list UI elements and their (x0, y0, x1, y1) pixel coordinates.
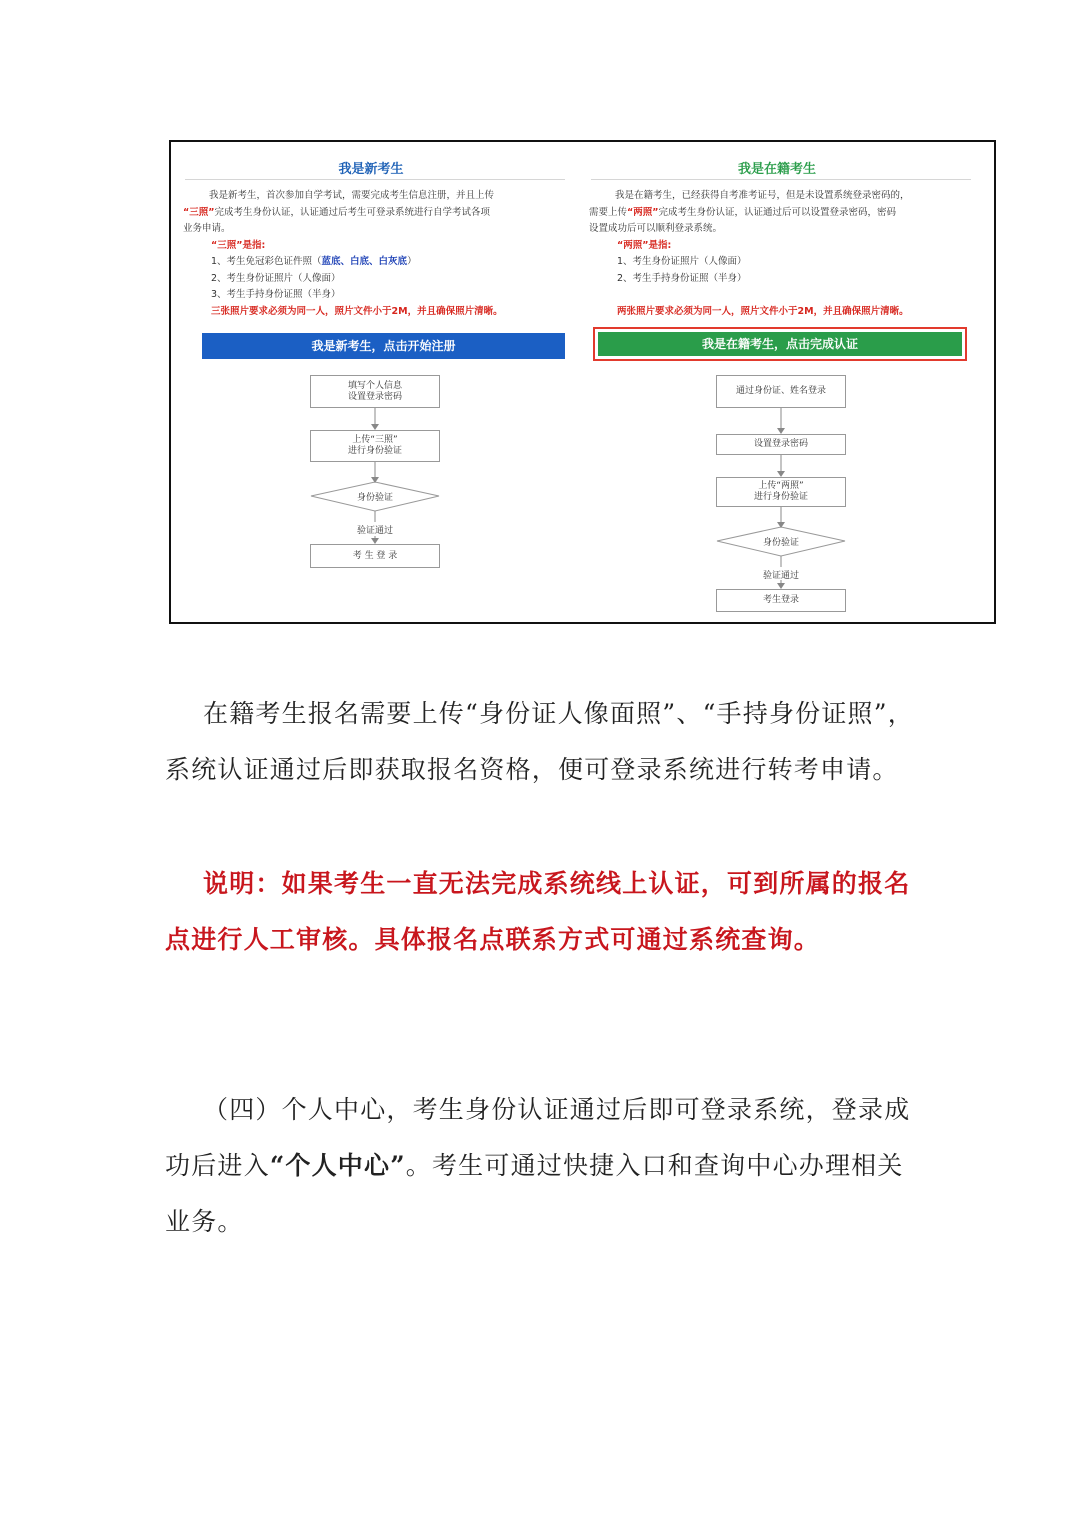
complete-authentication-button[interactable]: 我是在籍考生，点击完成认证 (598, 332, 962, 356)
note-text: 说明：如果考生一直无法完成系统线上认证，可到所属的报名点进行人工审核。具体报名点联系方式可通过系统查询。 (165, 869, 911, 954)
three-photos-definition-label: “三照”是指: (211, 239, 266, 251)
paragraph-text: 。考生可通过快捷入口和查询中心办理相关业务。 (165, 1151, 904, 1236)
enrolled-registration-paragraph (165, 686, 917, 798)
desc-text: 完成考生身份认证，认证通过后可以设置登录密码，密码 (658, 206, 897, 218)
enrolled-examinee-flowchart (587, 142, 987, 626)
desc-text: 业务申请。 (183, 223, 231, 234)
requirement-item: 2、考生手持身份证照（半身） (617, 272, 747, 284)
enrolled-examinee-panel (587, 142, 987, 622)
background-colors: 蓝底、白底、白灰底 (321, 256, 408, 267)
two-photos-definition-label: “两照”是指: (617, 239, 672, 251)
paragraph-text: （四）个人中心，考生身份认证通过后即可登录系统，登录成功后进入 (165, 1095, 911, 1180)
flow-step-upload-photos: 上传“三照” 进行身份验证 (310, 430, 440, 462)
flow-step-login: 考 生 登 录 (310, 544, 440, 568)
enrolled-examinee-title: 我是在籍考生 (737, 162, 816, 177)
requirement-text: 1、考生免冠彩色证件照（ (211, 256, 322, 267)
desc-text: 需要上传 (589, 206, 628, 218)
flow-pass-label: 验证通过 (762, 571, 799, 581)
start-registration-button[interactable]: 我是新考生，点击开始注册 (202, 333, 565, 359)
flow-step-id-login: 通过身份证、姓名登录 (716, 375, 846, 408)
requirement-text: ） (407, 256, 417, 267)
desc-text: 完成考生身份认证，认证通过后考生可登录系统进行自学考试各项 (214, 206, 491, 218)
three-photos-term: “三照” (183, 206, 215, 218)
personal-center-term: “个人中心” (269, 1151, 406, 1180)
two-photos-term: “两照” (627, 206, 659, 218)
flow-step-set-password: 设置登录密码 (716, 434, 846, 455)
requirement-item: 2、考生身份证照片（人像面） (211, 272, 341, 284)
requirement-item: 3、考生手持身份证照（半身） (211, 289, 341, 300)
personal-center-paragraph (165, 1082, 917, 1250)
flow-decision-verify: 身份验证 (762, 538, 799, 548)
flow-step-login: 考生登录 (716, 589, 846, 612)
note-paragraph (165, 856, 917, 968)
flow-step-upload-photos: 上传“两照” 进行身份验证 (716, 477, 846, 507)
requirement-item: 1、考生身份证照片（人像面） (617, 256, 747, 267)
flow-pass-label: 验证通过 (356, 526, 393, 536)
flow-step-fill-info: 填写个人信息 设置登录密码 (310, 375, 440, 408)
registration-guide-screenshot (169, 140, 996, 624)
new-examinee-title: 我是新考生 (338, 162, 404, 177)
desc-text: 设置成功后可以顺利登录系统。 (589, 223, 723, 234)
desc-text: 我是在籍考生，已经获得自考准考证号，但是未设置系统登录密码的， (615, 190, 910, 201)
photo-warning: 三张照片要求必须为同一人，照片文件小于2M，并且确保照片清晰。 (211, 305, 503, 317)
paragraph-text: 在籍考生报名需要上传“身份证人像面照”、“手持身份证照”，系统认证通过后即获取报名资格，便可登录系统进行转考申请。 (165, 699, 914, 784)
desc-text: 我是新考生，首次参加自学考试，需要完成考生信息注册，并且上传 (209, 190, 495, 201)
photo-warning: 两张照片要求必须为同一人，照片文件小于2M，并且确保照片清晰。 (617, 305, 909, 317)
new-examinee-panel (181, 142, 581, 622)
new-examinee-flowchart (181, 142, 581, 626)
flow-decision-verify: 身份验证 (356, 493, 393, 503)
